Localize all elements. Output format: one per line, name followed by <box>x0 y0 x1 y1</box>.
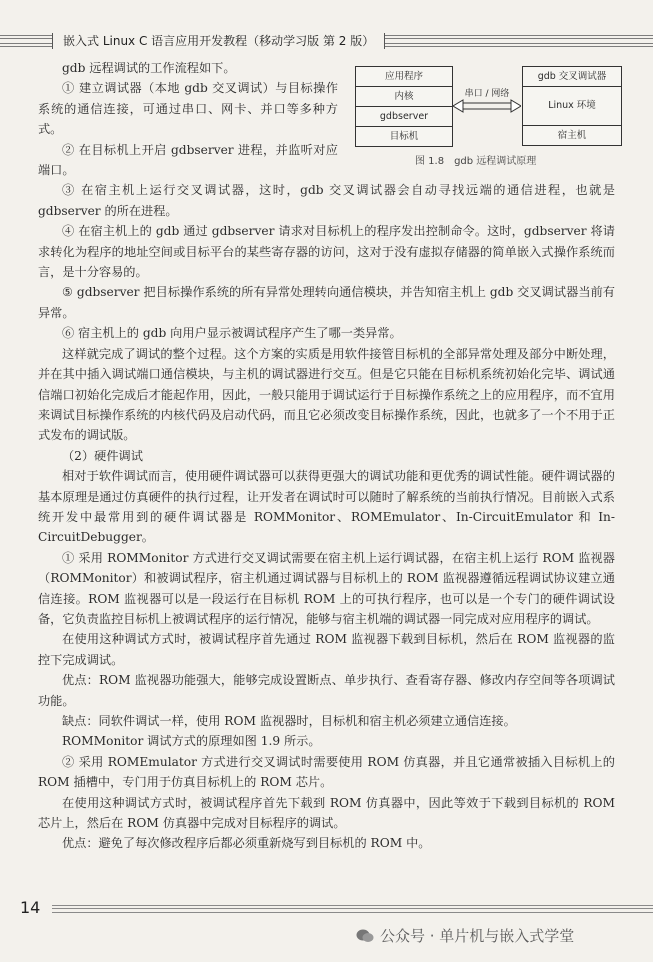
paragraph: 优点：ROM 监视器功能强大，能够完成设置断点、单步执行、查看寄存器、修改内存空间等各项调试功能。 <box>38 673 615 708</box>
paragraph: ② 在目标机上开启 gdbserver 进程，并监听对应端口。 <box>38 142 338 178</box>
arrow-label: 串口 / 网络 <box>464 89 510 99</box>
page-number: 14 <box>20 898 41 917</box>
stack-cell: 应用程序 <box>356 67 452 87</box>
paragraph: ⑥ 宿主机上的 gdb 向用户显示被调试程序产生了哪一类异常。 <box>62 326 402 341</box>
wechat-icon <box>356 928 374 944</box>
paragraph: 相对于软件调试而言，使用硬件调试器可以获得更强大的调试功能和更优秀的调试性能。硬件调试器的基本原理是通过仿真硬件的执行过程，让开发者在调试时可以随时了解系统的当前执行情况。目前嵌入式系统开发中最常用到的硬件调试器是 ROMMonitor、ROMEmulator、In-CircuitEmulator 和 In-CircuitDebugger。 <box>38 469 615 545</box>
stack-cell: 目标机 <box>389 131 419 142</box>
paragraph: ROMMonitor 调试方式的原理如图 1.9 所示。 <box>62 734 321 749</box>
watermark <box>356 925 574 946</box>
paragraph: 优点：避免了每次修改程序后都必须重新烧写到目标机的 ROM 中。 <box>62 836 431 851</box>
section-heading: （2）硬件调试 <box>62 448 143 463</box>
watermark-text: 公众号 · 单片机与嵌入式学堂 <box>380 927 575 945</box>
paragraph: ③ 在宿主机上运行交叉调试器，这时，gdb 交叉调试器会自动寻找远端的通信进程，也就是 gdbserver 的所在进程。 <box>38 183 615 218</box>
running-header-title: 嵌入式 Linux C 语言应用开发教程（移动学习版 第 2 版） <box>52 33 385 49</box>
paragraph: ④ 在宿主机上的 gdb 通过 gdbserver 请求对目标机上的程序发出控制命令。这时，gdbserver 将请求转化为程序的地址空间或目标平台的某些寄存器的访问，这对于没有虚拟存储器的简单嵌入式操作系统而言，是十分容易的。 <box>38 224 615 280</box>
footer-rule <box>52 903 653 915</box>
paragraph: 这样就完成了调试的整个过程。这个方案的实质是用软件接管目标机的全部异常处理及部分中断处理，并在其中插入调试端口通信模块，与主机的调试器进行交互。但是它只能在目标机系统初始化完毕、调试通信端口初始化完成后才能起作用，因此，一般只能用于调试运行于目标操作系统之上的应用程序，而不宜用来调试目标操作系统的内核代码及启动代码，而且它必须改变目标操作系统，因此，也就多了一个不用于正式发布的调试版。 <box>38 346 615 443</box>
stack-cell: gdb 交叉调试器 <box>523 67 621 87</box>
paragraph: gdb 远程调试的工作流程如下。 <box>62 61 236 75</box>
stack-cell: Linux 环境 <box>523 87 621 126</box>
paragraph: 在使用这种调试方式时，被调试程序首先通过 ROM 监视器下载到目标机，然后在 ROM 监视器的监控下完成调试。 <box>38 632 615 667</box>
paragraph: ① 建立调试器（本地 gdb 交叉调试）与目标操作系统的通信连接，可通过串口、网卡、并口等多种方式。 <box>38 81 338 137</box>
stack-cell: gdbserver <box>356 107 452 127</box>
stack-cell: 宿主机 <box>557 130 587 141</box>
paragraph: ② 采用 ROMEmulator 方式进行交叉调试时需要使用 ROM 仿真器，并且它通常被插入目标机上的 ROM 插槽中，专门用于仿真目标机上的 ROM 芯片。 <box>38 754 615 790</box>
paragraph: ① 采用 ROMMonitor 方式进行交叉调试需要在宿主机上运行调试器，在宿主机上运行 ROM 监视器（ROMMonitor）和被调试程序，宿主机通过调试器与目标机上的 ROM 监视器遵循远程调试协议建立通信连接。ROM 监视器可以是一段运行在目标机 ROM 上的可执行程序，也可以是一个专门的硬件调试设备，它负责监控目标机上被调试程序的运行情况，能够与宿主机端的调试器一同完成对应用程序的调试。 <box>38 550 615 626</box>
paragraph: 缺点：同软件调试一样，使用 ROM 监视器时，目标机和宿主机必须建立通信连接。 <box>62 714 516 728</box>
figure-caption: 图 1.8 gdb 远程调试原理 <box>415 156 537 167</box>
paragraph: ⑤ gdbserver 把目标操作系统的所有异常处理转向通信模块，并告知宿主机上 gdb 交叉调试器当前有异常。 <box>38 285 615 320</box>
body-text <box>38 58 615 854</box>
stack-cell: 内核 <box>356 87 452 107</box>
paragraph: 在使用这种调试方式时，被调试程序首先下载到 ROM 仿真器中，因此等效于下载到目标机的 ROM 芯片上，然后在 ROM 仿真器中完成对目标程序的调试。 <box>38 795 615 831</box>
